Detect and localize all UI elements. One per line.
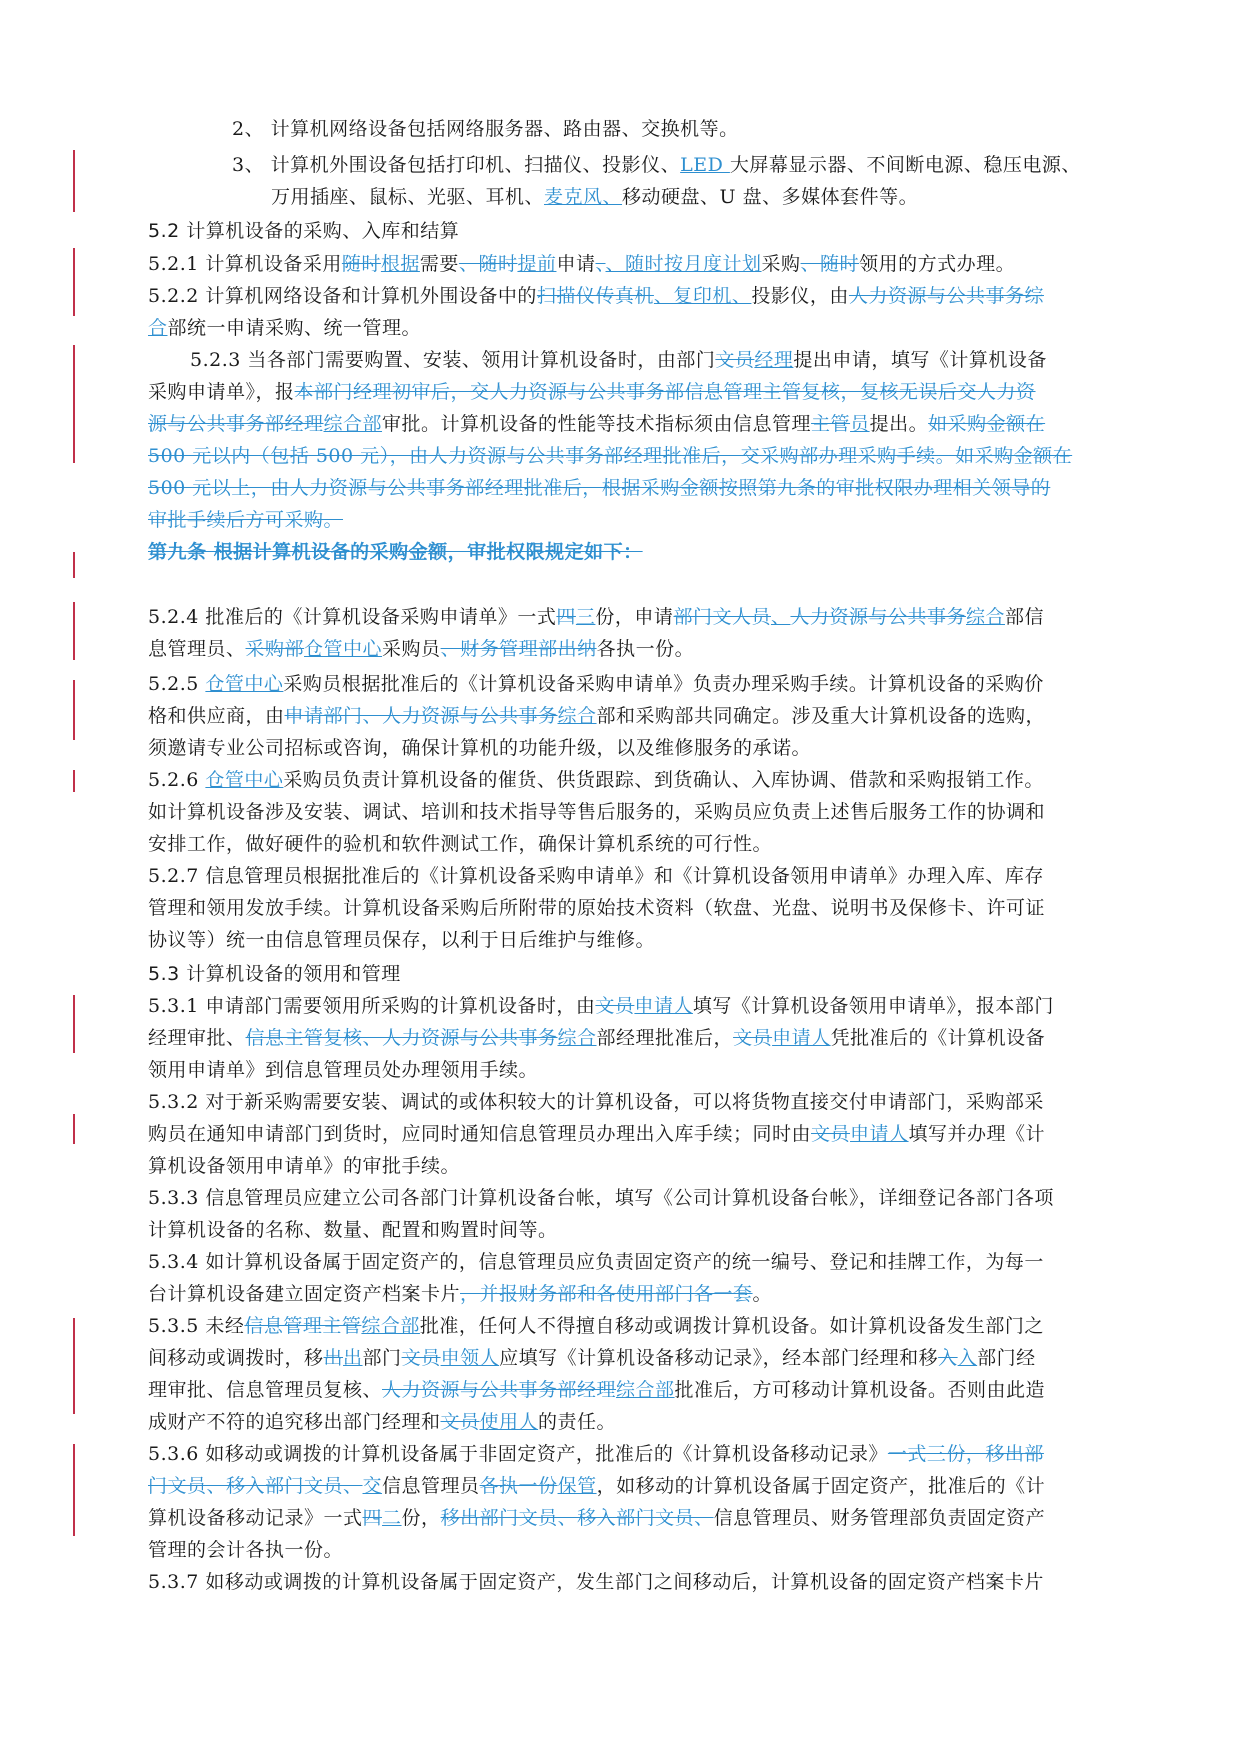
text-run: 算机设备移动记录》一式 [148,1507,363,1529]
inserted-text: 、 [605,253,626,275]
change-bar [73,602,75,660]
text-line [148,505,343,535]
text-run: 份，申请 [595,606,674,628]
inserted-text: 交 [362,1475,383,1497]
text-run: 管理和领用发放手续。计算机设备采购后所附带的原始技术资料（软盘、光盘、说明书及保修卡、许可证 [148,897,1046,919]
deleted-text: 文员 [401,1347,441,1369]
text-run: 部统一申请采购、统一管理。 [167,317,422,339]
text-run: 安排工作，做好硬件的验机和软件测试工作，确保计算机系统的可行性。 [148,833,773,855]
text-run: 信息管理员 [382,1475,480,1497]
text-line [148,1343,1036,1373]
text-line [148,1119,1045,1149]
deleted-text: 本部门经理初审后，交人力资源与公共事务部信息管理主管复核，复核无误后交人力资 [294,381,1036,403]
text-line [148,1087,1044,1117]
text-run: 5.2.1 计算机设备采用 [148,253,342,275]
inserted-text: 、复印机、 [653,285,752,307]
inserted-text: LED [680,154,730,176]
text-run: 应填写《计算机设备移动记录》，经本部门经理和移 [499,1347,939,1369]
text-line [148,473,1050,503]
deleted-text: 四 [556,606,576,628]
text-run: 管理的会计各执一份。 [148,1539,344,1561]
text-run: 部信 [1005,606,1045,628]
text-run: 份， [401,1507,441,1529]
text-line [148,1375,1045,1405]
text-line [148,1471,1045,1501]
section-heading [148,959,401,989]
deleted-text: 、 [595,253,606,275]
deleted-text: 人力资源与公共事务 [790,606,966,628]
inserted-text: 、 [770,606,791,628]
inserted-text: 仓管中心 [205,769,284,791]
inserted-text: 麦克风、 [544,186,623,208]
change-bar [73,1114,75,1144]
deleted-text: 随时 [341,253,381,275]
text-run: 5.2 计算机设备的采购、入库和结算 [148,220,460,242]
deleted-text: 各执一份 [479,1475,558,1497]
deleted-text: 文员 [733,1027,773,1049]
text-run: 批准后，方可移动计算机设备。否则由此造 [674,1379,1046,1401]
text-line [148,1183,1054,1213]
text-run: 申请 [556,253,596,275]
deleted-text: 四 [362,1507,383,1529]
text-line [148,1215,558,1245]
inserted-text: 申请人 [634,995,693,1017]
inserted-text: 综合 [557,1027,597,1049]
inserted-text: 随时按月度计划 [625,253,762,275]
text-run: 投影仪，由 [751,285,849,307]
change-bar [73,1444,75,1536]
text-line [148,733,811,763]
text-run: 各执一份。 [596,638,695,660]
text-line [232,150,1081,180]
text-run: 5.3.1 申请部门需要领用所采购的计算机设备时，由 [148,995,596,1017]
inserted-text: 二 [382,1507,402,1529]
inserted-text: 保管 [557,1475,597,1497]
deleted-text: 人力资源与公共事务综 [848,285,1044,307]
text-run: 5.2.4 批准后的《计算机设备采购申请单》一式 [148,606,557,628]
text-line [148,1055,538,1085]
text-line [148,893,1045,923]
deleted-text: 源与公共事务部经理 [148,413,324,435]
text-run: 2、 计算机网络设备包括网络服务器、路由器、交换机等。 [232,118,739,140]
text-run: 5.3.7 如移动或调拨的计算机设备属于固定资产，发生部门之间移动后，计算机设备的固定资产档案卡片 [148,1571,1044,1593]
text-run: 协议等）统一由信息管理员保存，以利于日后维护与维修。 [148,929,656,951]
change-bar [73,770,75,792]
text-run: 部门 [362,1347,402,1369]
text-run: 提出。 [869,413,929,435]
deleted-text: 500 元以内（包括 500 元），由人力资源与公共事务部经理批准后，交采购部办理采购手续。如采购金额在 [148,445,1073,467]
text-run: 领用的方式办理。 [859,253,1016,275]
text-line [148,797,1045,827]
text-run: 万用插座、鼠标、光驱、耳机、 [271,186,545,208]
deleted-text: 文员 [811,1123,851,1145]
text-run: 采购员根据批准后的《计算机设备采购申请单》负责办理采购手续。计算机设备的采购价 [283,673,1044,695]
text-run: 部经理批准后， [596,1027,734,1049]
text-line [148,1503,1045,1533]
text-line [148,1567,1044,1597]
text-run: 间移动或调拨时，移 [148,1347,324,1369]
change-bar [73,345,75,463]
deleted-text: 出 [323,1347,344,1369]
deleted-text: 、随时 [800,253,860,275]
deleted-text: 主管 [811,413,851,435]
text-line [148,669,1044,699]
change-bar [73,248,75,316]
text-run: 须邀请专业公司招标或咨询，确保计算机的功能升级，以及维修服务的承诺。 [148,737,812,759]
deleted-text: 500 元以上，由人力资源与公共事务部经理批准后，根据采购金额按照第九条的审批权限办理相关领导的 [148,477,1051,499]
text-line [148,377,1036,407]
text-line [148,249,1015,279]
text-line [148,925,655,955]
text-run: 审批。计算机设备的性能等技术指标须由信息管理 [382,413,812,435]
text-run: 部门经 [977,1347,1036,1369]
text-run: 采购 [761,253,801,275]
text-line [148,634,694,664]
text-line [190,345,1047,375]
deleted-text: ，并报财务部和各使用部门各一套 [460,1283,753,1305]
deleted-text: 一式三份，移出部 [887,1443,1044,1465]
text-run: 息管理员、 [148,638,246,660]
text-run: 。 [752,1283,773,1305]
deleted-text: 申请部门、人力资源与公共事务 [284,705,558,727]
text-run: 5.3.3 信息管理员应建立公司各部门计算机设备台帐，填写《公司计算机设备台帐》，详细登记各部门各项 [148,1187,1054,1209]
text-line [148,602,1044,632]
deleted-text: 信息管理主管 [244,1315,362,1337]
text-run: 成财产不符的追究移出部门经理和 [148,1411,441,1433]
text-line [148,861,1044,891]
inserted-text: 根据 [380,253,420,275]
inserted-text: 合 [148,317,168,339]
text-run: 填写并办理《计 [908,1123,1046,1145]
inserted-text: 三 [575,606,596,628]
text-run: 经理审批、 [148,1027,246,1049]
inserted-text: 员 [850,413,870,435]
text-run: ，如移动的计算机设备属于固定资产，批准后的《计 [596,1475,1046,1497]
text-run: 信息管理员、财务管理部负责固定资产 [713,1507,1046,1529]
inserted-text: 入 [957,1347,978,1369]
inserted-text: 使用人 [479,1411,539,1433]
change-bar [73,680,75,740]
inserted-text: 提前 [517,253,557,275]
section-heading [148,216,459,246]
text-line [148,991,1054,1021]
text-line [148,701,1045,731]
text-run: 3、 计算机外围设备包括打印机、扫描仪、投影仪、 [232,154,681,176]
change-bar [73,995,75,1053]
deleted-text: 审批手续后方可采购。 [148,509,344,531]
text-run: 需要 [419,253,459,275]
deleted-text: 门文员、移入部门文员、 [148,1475,363,1497]
text-line [232,114,739,144]
inserted-text: 经理 [754,349,794,371]
text-run: 5.3.5 未经 [148,1315,245,1337]
deleted-text: 第九条 根据计算机设备的采购金额，审批权限规定如下： [148,541,643,563]
deleted-text: 部门文人员 [673,606,771,628]
deleted-text: 移出部门文员、移入部门文员、 [440,1507,714,1529]
deleted-text: 文员 [440,1411,480,1433]
text-run: 5.2.5 [148,673,206,695]
text-run: 台计算机设备建立固定资产档案卡片 [148,1283,461,1305]
text-run: 采购申请单》，报 [148,381,295,403]
text-line [148,765,1044,795]
inserted-text: 综合部 [323,413,383,435]
text-line [148,1247,1044,1277]
text-run: 批准，任何人不得擅自移动或调拨计算机设备。如计算机设备发生部门之 [419,1315,1044,1337]
text-line [148,441,1072,471]
deleted-text: 信息主管复核、人力资源与公共事务 [245,1027,558,1049]
deleted-text: 文员 [595,995,635,1017]
text-run: 5.2.3 当各部门需要购置、安装、领用计算机设备时，由部门 [190,349,716,371]
deleted-article-heading [148,537,643,567]
inserted-text: 综合 [557,705,597,727]
deleted-text: 扫描仪传真机 [536,285,654,307]
inserted-text: 申请人 [850,1123,909,1145]
text-line [271,182,918,212]
inserted-text: 综合 [965,606,1005,628]
text-line [148,1279,772,1309]
text-run: 理审批、信息管理员复核、 [148,1379,383,1401]
text-run: 格和供应商，由 [148,705,285,727]
change-bar [73,552,75,578]
text-run: 填写《计算机设备领用申请单》，报本部门 [692,995,1054,1017]
inserted-text: 出 [343,1347,363,1369]
text-run: 5.2.2 计算机网络设备和计算机外围设备中的 [148,285,537,307]
inserted-text: 申领人 [440,1347,500,1369]
deleted-text: 如采购金额在 [928,413,1046,435]
text-run: 部和采购部共同确定。涉及重大计算机设备的选购， [596,705,1046,727]
inserted-text: 仓管中心 [205,673,284,695]
deleted-text: 文员 [715,349,755,371]
text-run: 算机设备领用申请单》的审批手续。 [148,1155,461,1177]
inserted-text: 仓管中心 [304,638,383,660]
text-run: 采购员负责计算机设备的催货、供货跟踪、到货确认、入库协调、借款和采购报销工作。 [283,769,1044,791]
text-run: 提出申请，填写《计算机设备 [793,349,1047,371]
change-bar [73,1318,75,1414]
text-run: 大屏幕显示器、不间断电源、稳压电源、 [729,154,1081,176]
text-run: 计算机设备的名称、数量、配置和购置时间等。 [148,1219,558,1241]
deleted-text: 、财务管理部出纳 [440,638,597,660]
text-run: 领用申请单》到信息管理员处办理领用手续。 [148,1059,539,1081]
text-line [148,829,772,859]
text-run: 5.3 计算机设备的领用和管理 [148,963,401,985]
text-line [148,281,1044,311]
deleted-text: 入 [938,1347,958,1369]
text-run: 采购员 [382,638,441,660]
inserted-text: 综合部 [616,1379,675,1401]
inserted-text: 申请人 [772,1027,831,1049]
text-line [148,1439,1044,1469]
text-run: 5.2.7 信息管理员根据批准后的《计算机设备采购申请单》和《计算机设备领用申请单》办理入库、库存 [148,865,1044,887]
text-run: 5.3.6 如移动或调拨的计算机设备属于非固定资产，批准后的《计算机设备移动记录》 [148,1443,888,1465]
inserted-text: 综合部 [361,1315,420,1337]
deleted-text: 人力资源与公共事务部经理 [382,1379,617,1401]
text-run: 5.2.6 [148,769,206,791]
text-run: 凭批准后的《计算机设备 [830,1027,1046,1049]
text-line [148,1535,343,1565]
text-run: 5.3.4 如计算机设备属于固定资产的，信息管理员应负责固定资产的统一编号、登记和挂牌工作，为每一 [148,1251,1044,1273]
text-run: 购员在通知申请部门到货时，应同时通知信息管理员办理出入库手续；同时由 [148,1123,812,1145]
text-line [148,313,421,343]
change-bar [73,150,75,212]
deleted-text: 、随时 [458,253,518,275]
text-run: 如计算机设备涉及安装、调试、培训和技术指导等售后服务的，采购员应负责上述售后服务工作的协调和 [148,801,1046,823]
text-run: 5.3.2 对于新采购需要安装、调试的或体积较大的计算机设备，可以将货物直接交付申请部门，采购部采 [148,1091,1044,1113]
text-line [148,1407,616,1437]
deleted-text: 采购部 [245,638,305,660]
text-run: 移动硬盘、U 盘、多媒体套件等。 [622,186,919,208]
text-line [148,409,1045,439]
text-line [148,1023,1045,1053]
text-run: 的责任。 [538,1411,617,1433]
text-line [148,1151,460,1181]
text-line [148,1311,1044,1341]
